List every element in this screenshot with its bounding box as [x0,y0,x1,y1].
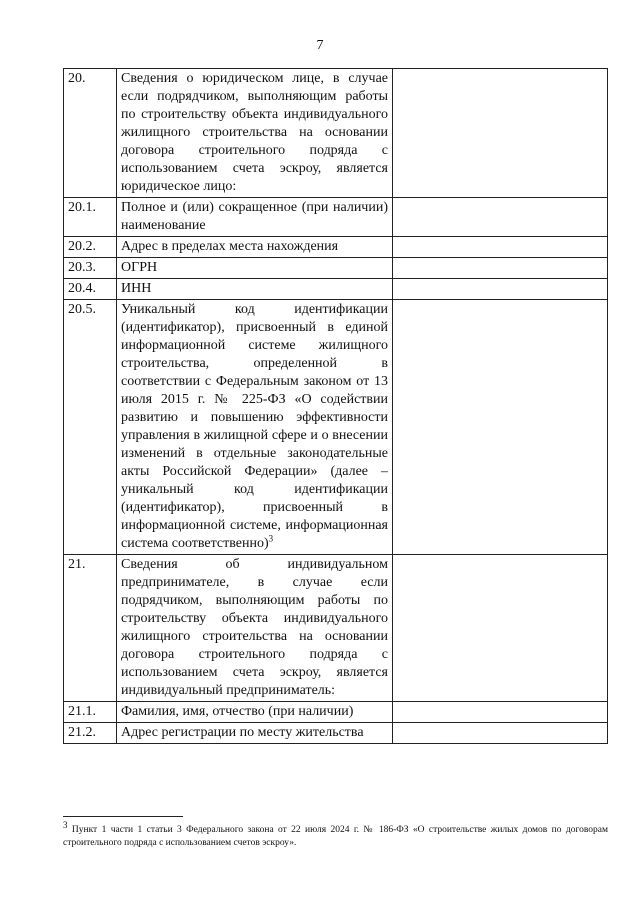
row-value[interactable] [393,300,608,555]
row-label: Адрес в пределах места нахождения [117,237,393,258]
table-row [64,279,608,300]
row-number: 21.1. [64,702,117,723]
row-value[interactable] [393,69,608,198]
footnote-divider [63,816,183,817]
table-row [64,69,608,198]
row-number: 20.2. [64,237,117,258]
row-number: 20.3. [64,258,117,279]
row-label [117,300,393,555]
row-label: Фамилия, имя, отчество (при наличии) [117,702,393,723]
row-number: 21. [64,555,117,702]
footnote-text: Пункт 1 части 1 статьи 3 Федерального закона от 22 июля 2024 г. № 186-ФЗ «О строительстве жилых домов по договорам строительного подряда с использованием счетов эскроу». [63,825,609,848]
table-row [64,702,608,723]
row-label: Сведения об индивидуальном предпринимателе, в случае если подрядчиком, выполняющим работы по строительству объекта индивидуального жилищного строительства на основании договора строительного подряда с использованием счета эскроу, является индивидуальный предприниматель: [117,555,393,702]
row-number: 20. [64,69,117,198]
footnote-reference[interactable]: 3 [268,533,274,544]
row-label: Адрес регистрации по месту жительства [117,723,393,744]
row-number: 20.4. [64,279,117,300]
footnote [63,819,609,850]
row-number: 20.1. [64,198,117,237]
row-number: 21.2. [64,723,117,744]
row-value[interactable] [393,198,608,237]
row-value[interactable] [393,237,608,258]
table-row [64,300,608,555]
row-value[interactable] [393,555,608,702]
row-label: ИНН [117,279,393,300]
row-value[interactable] [393,279,608,300]
row-value[interactable] [393,702,608,723]
row-label: Полное и (или) сокращенное (при наличии) наименование [117,198,393,237]
row-label: Сведения о юридическом лице, в случае если подрядчиком, выполняющим работы по строительству объекта индивидуального жилищного строительства на основании договора строительного подряда с использованием счета эскроу, является юридическое лицо: [117,69,393,198]
footnote-marker: 3 [63,819,68,830]
row-value[interactable] [393,723,608,744]
table-row [64,237,608,258]
table-row [64,723,608,744]
row-number: 20.5. [64,300,117,555]
table-row [64,198,608,237]
row-label: ОГРН [117,258,393,279]
table-row [64,258,608,279]
table-row [64,555,608,702]
row-value[interactable] [393,258,608,279]
form-table [63,68,608,744]
page-number: 7 [316,38,324,53]
row-label-text: Уникальный код идентификации (идентификатор), присвоенный в единой информационной системе жилищного строительства, определенной в соответствии с Федеральным законом от 13 июля 2015 г. № 225-ФЗ «О содействии развитию и повышению эффективности управления в жилищной сфере и о внесении изменений в отдельные законодательные акты Российской Федерации» (далее – уникальный код идентификации (идентификатор), присвоенный в информационной системе, информационная система соответственно) [121,302,388,551]
